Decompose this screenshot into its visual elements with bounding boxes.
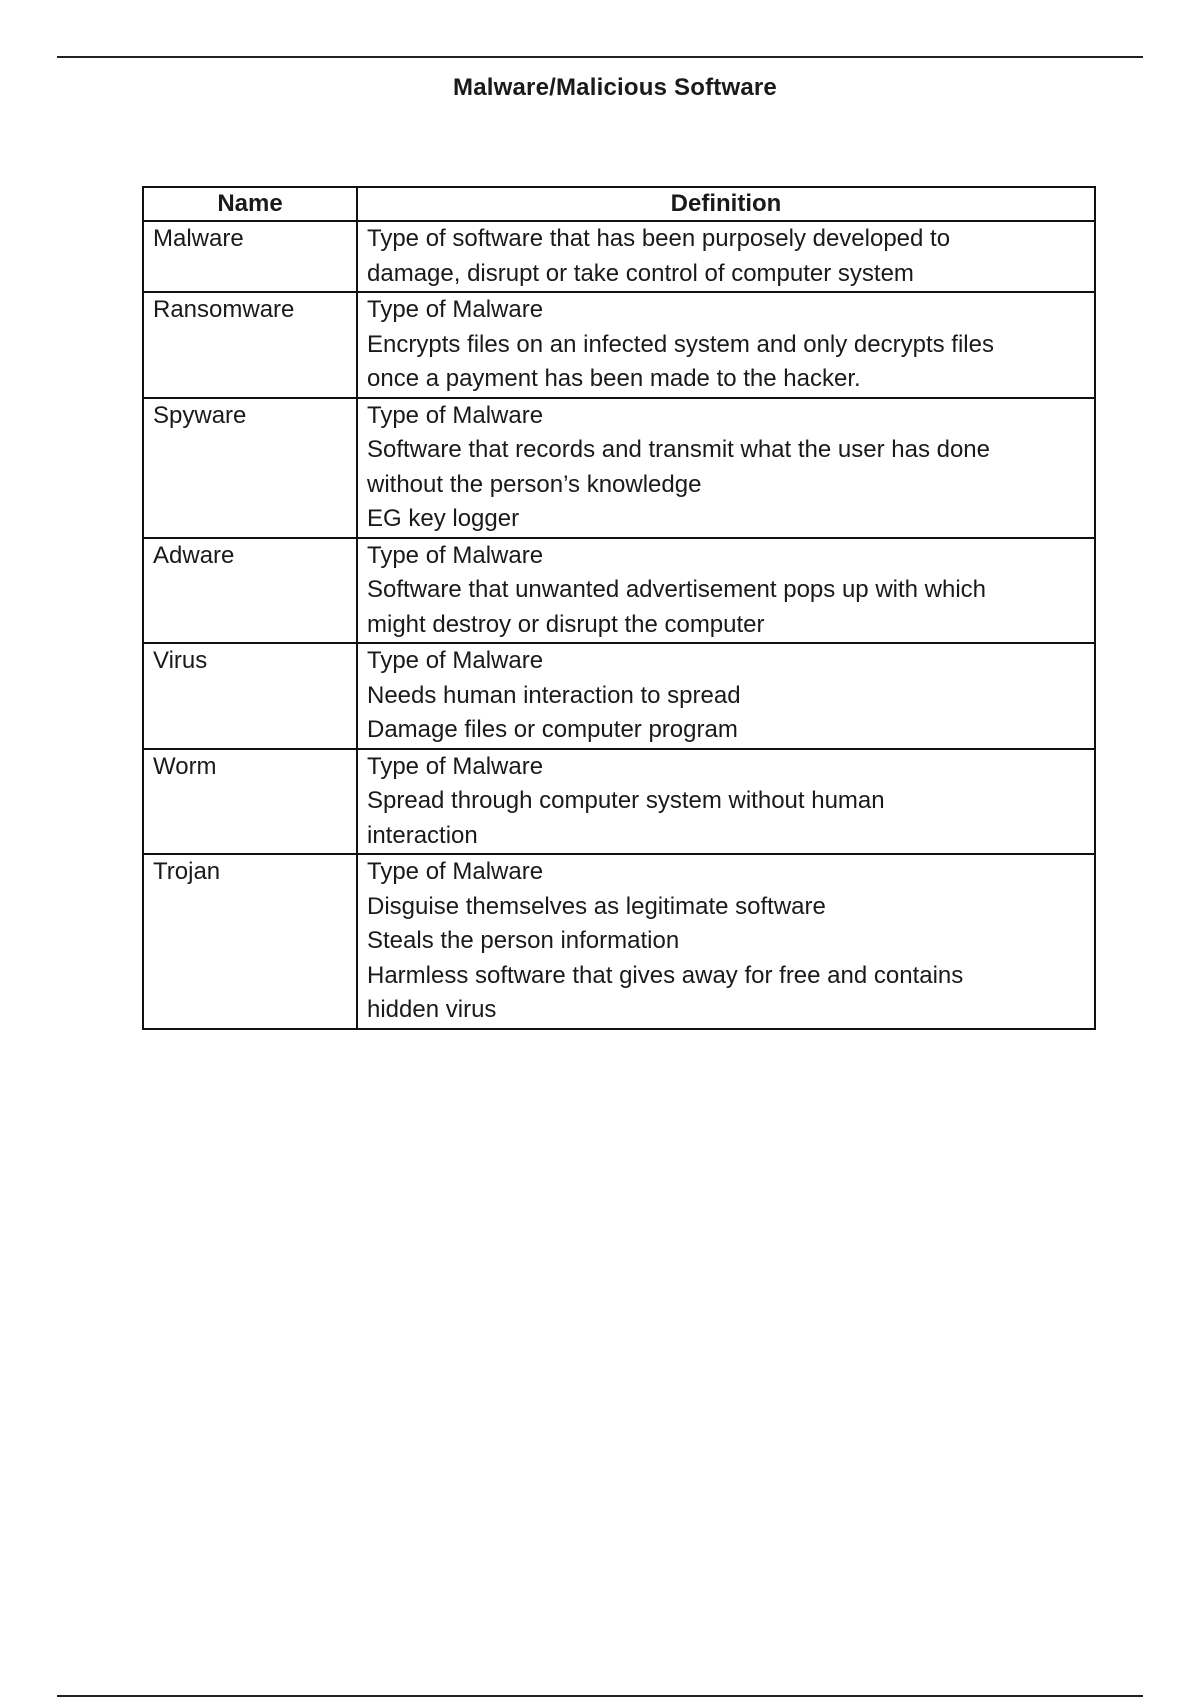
table-row — [143, 854, 1095, 1029]
table-row — [143, 643, 1095, 749]
definition-cell — [357, 398, 1095, 538]
definition-cell — [357, 221, 1095, 292]
definition-cell — [357, 643, 1095, 749]
definition-line: EG key logger — [367, 505, 520, 532]
name-cell: Spyware — [143, 398, 357, 538]
table-row — [143, 749, 1095, 855]
definition-line: Type of software that has been purposely developed to — [367, 225, 951, 252]
definition-line: damage, disrupt or take control of computer system — [367, 259, 914, 287]
name-cell: Worm — [143, 749, 357, 855]
definition-line: Encrypts files on an infected system and only decrypts files — [367, 330, 994, 358]
definition-cell — [357, 538, 1095, 644]
definition-line: might destroy or disrupt the computer — [367, 610, 765, 638]
definition-cell — [357, 292, 1095, 398]
definition-line: Needs human interaction to spread — [367, 681, 741, 709]
header-rule — [57, 56, 1143, 58]
footer-rule — [57, 1695, 1143, 1697]
name-cell: Virus — [143, 643, 357, 749]
table-row — [143, 292, 1095, 398]
definition-line: Software that records and transmit what the user has done — [367, 436, 991, 463]
column-header-definition: Definition — [357, 187, 1095, 221]
definition-line: Disguise themselves as legitimate software — [367, 892, 826, 920]
definition-line: Type of Malware — [367, 296, 544, 323]
definition-line: Steals the person information — [367, 927, 680, 954]
definition-line: interaction — [367, 821, 478, 849]
definition-line: Harmless software that gives away for free and contains — [367, 961, 964, 989]
definition-cell — [357, 749, 1095, 855]
definition-line: Type of Malware — [367, 752, 544, 780]
definition-cell — [357, 854, 1095, 1029]
definition-line: Type of Malware — [367, 541, 544, 569]
malware-table — [142, 186, 1096, 1030]
table-row — [143, 538, 1095, 644]
definition-line: once a payment has been made to the hacker. — [367, 365, 861, 392]
definition-line: Type of Malware — [367, 401, 544, 429]
definition-line: hidden virus — [367, 996, 497, 1023]
column-header-name: Name — [143, 187, 357, 221]
name-cell: Malware — [143, 221, 357, 292]
name-cell: Ransomware — [143, 292, 357, 398]
definition-line: Spread through computer system without human — [367, 787, 885, 814]
name-cell: Trojan — [143, 854, 357, 1029]
page-title: Malware/Malicious Software — [453, 74, 777, 101]
definition-line: Software that unwanted advertisement pops up with which — [367, 576, 987, 603]
definition-line: without the person’s knowledge — [367, 470, 702, 498]
definition-line: Damage files or computer program — [367, 716, 738, 743]
definition-line: Type of Malware — [367, 858, 544, 885]
table-row — [143, 221, 1095, 292]
definition-line: Type of Malware — [367, 647, 544, 674]
table-header-row — [143, 187, 1095, 221]
table-row — [143, 398, 1095, 538]
name-cell: Adware — [143, 538, 357, 644]
